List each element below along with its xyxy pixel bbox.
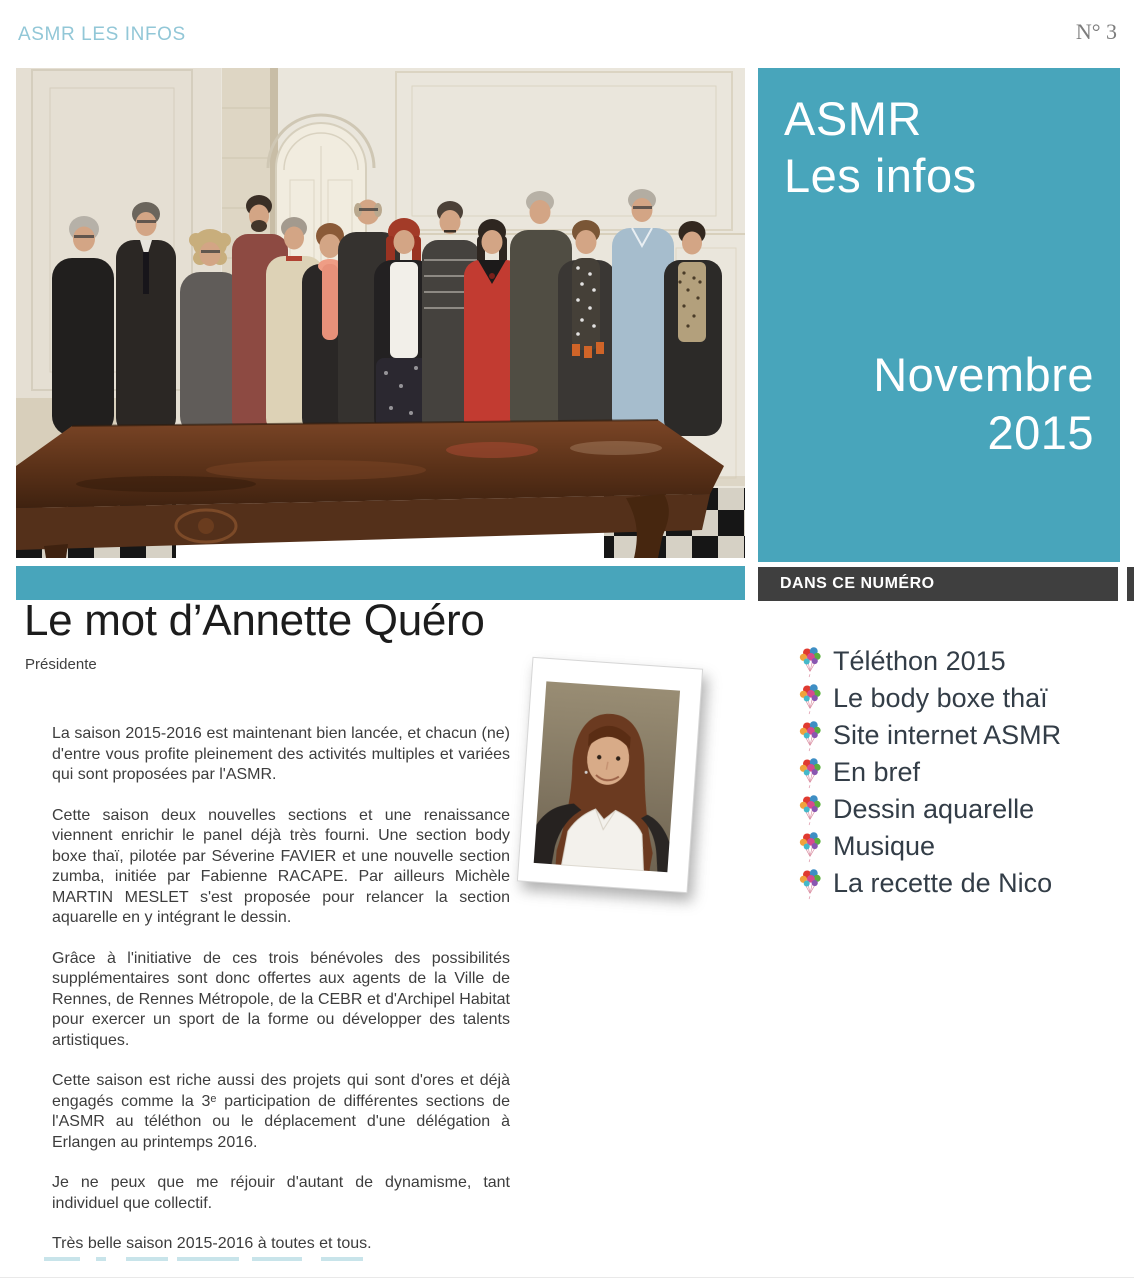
group-photo-illustration xyxy=(16,68,745,558)
page-bottom-border xyxy=(0,1277,1134,1278)
article-paragraph: Grâce à l'initiative de ces trois bénévoles des possibilités supplémentaires sont donc offertes aux agents de la Ville de Rennes, de Rennes Métropole, de la CEBR et d'Archipel Habitat pour exercer un sport de la forme ou développer des talents artistiques. xyxy=(52,949,510,1049)
cover-title xyxy=(784,90,977,204)
toc-item-label: En bref xyxy=(833,757,921,787)
article-paragraph: Très belle saison 2015-2016 à toutes et tous. xyxy=(52,1235,372,1252)
cover-panel xyxy=(758,68,1120,562)
balloons-icon xyxy=(798,794,822,826)
article-paragraph: Cette saison deux nouvelles sections et une renaissance viennent enrichir le panel déjà très fourni. Une section body boxe thaï, pilotée par Séverine FAVIER et une nouvelle section zumba, initiée par Fabienne RACAPE. Par ailleurs Michèle MARTIN MESLET s'est proposée pour relancer la section aquarelle en y intégrant le dessin. xyxy=(52,806,510,926)
toc-item xyxy=(798,754,1128,791)
masthead-title: ASMR LES INFOS xyxy=(18,24,186,45)
article-title: Le mot d’Annette Quéro xyxy=(24,596,485,645)
toc-item xyxy=(798,643,1128,680)
toc-item xyxy=(798,865,1128,902)
toc-item xyxy=(798,828,1128,865)
cover-title-line1: ASMR xyxy=(784,92,922,145)
cover-date-line2: 2015 xyxy=(987,406,1094,459)
article-paragraph: Cette saison est riche aussi des projets qui sont d'ores et déjà engagés comme la 3ᵉ participation de différentes sections de l'ASMR au téléthon ou le déplacement d'une délégation à Erlangen au printemps 2016. xyxy=(52,1072,510,1151)
balloons-icon xyxy=(798,720,822,752)
cover-date-line1: Novembre xyxy=(873,348,1094,401)
group-photo xyxy=(16,68,745,558)
cover-title-line2: Les infos xyxy=(784,149,977,202)
toc-header-label: DANS CE NUMÉRO xyxy=(780,575,935,592)
toc-item xyxy=(798,717,1128,754)
issue-number: N° 3 xyxy=(1075,19,1117,44)
article-paragraph: La saison 2015-2016 est maintenant bien lancée, et chacun (ne) d'entre vous profite pleinement des activités multiples et variées qui sont proposées par l'ASMR. xyxy=(52,725,510,783)
toc-item-label: Téléthon 2015 xyxy=(833,646,1006,676)
toc-item-label: Le body boxe thaï xyxy=(833,683,1048,713)
toc-item-label: Dessin aquarelle xyxy=(833,794,1035,824)
article-paragraph: Je ne peux que me réjouir d'autant de dynamisme, tant individuel que collectif. xyxy=(52,1174,510,1212)
toc-item-label: La recette de Nico xyxy=(833,868,1053,898)
cover-date xyxy=(873,346,1094,462)
toc-list xyxy=(798,643,1128,902)
teal-divider-bar xyxy=(16,566,745,600)
toc-header-bar xyxy=(758,567,1118,601)
balloons-icon xyxy=(798,646,822,678)
president-portrait-photo xyxy=(516,656,703,893)
balloons-icon xyxy=(798,868,822,900)
article-body xyxy=(52,724,510,1275)
president-portrait-illustration xyxy=(516,656,703,893)
toc-bar-edge-fragment xyxy=(1127,567,1134,601)
balloons-icon xyxy=(798,683,822,715)
article-subtitle: Présidente xyxy=(25,656,97,673)
balloons-icon xyxy=(798,757,822,789)
toc-item-label: Site internet ASMR xyxy=(833,720,1062,750)
toc-item xyxy=(798,791,1128,828)
toc-item xyxy=(798,680,1128,717)
balloons-icon xyxy=(798,831,822,863)
toc-item-label: Musique xyxy=(833,831,936,861)
